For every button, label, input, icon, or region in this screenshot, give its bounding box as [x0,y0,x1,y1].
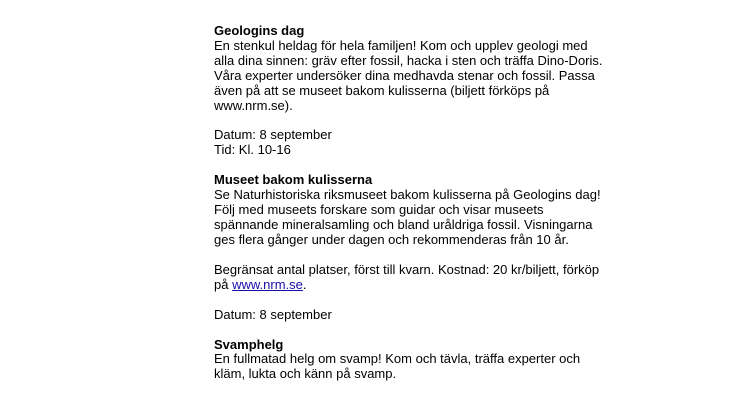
document-page [214,24,684,382]
event-description-line: Se Naturhistoriska riksmuseet bakom kulisserna på Geologins dag! [214,187,601,203]
booking-info-link-line [214,278,684,293]
event-svamphelg [214,338,684,383]
event-description-line: alla dina sinnen: gräv efter fossil, hacka i sten och träffa Dino-Doris. [214,52,603,68]
event-description-line: ges flera gånger under dagen och rekommenderas från 10 år. [214,231,569,247]
event-description-line: En fullmatad helg om svamp! Kom och tävla, träffa experter och [214,351,581,367]
paragraph-gap [214,158,684,173]
event-date: Datum: 8 september [214,306,332,322]
paragraph-gap [214,323,684,338]
event-description-line: spännande mineralsamling och bland uråldriga fossil. Visningarna [214,216,593,232]
paragraph-gap [214,248,684,263]
event-geologins-dag [214,24,684,158]
event-description-line: även på att se museet bakom kulisserna (biljett förköps på [214,82,550,98]
event-date: Datum: 8 september [214,127,332,143]
event-description-line: kläm, lukta och känn på svamp. [214,366,397,382]
event-museet-bakom-kulisserna [214,173,684,322]
nrm-website-link[interactable]: www.nrm.se [232,276,303,292]
event-description-line: En stenkul heldag för hela familjen! Kom och upplev geologi med [214,37,588,53]
event-title: Museet bakom kulisserna [214,172,373,188]
event-description-line: www.nrm.se). [214,97,293,113]
event-description-line: Våra experter undersöker dina medhavda stenar och fossil. Passa [214,67,595,83]
event-time: Tid: Kl. 10-16 [214,142,291,158]
booking-info: Begränsat antal platser, först till kvarn. Kostnad: 20 kr/biljett, förköp [214,261,600,277]
paragraph-gap [214,293,684,308]
booking-prefix: på [214,276,233,292]
booking-suffix: . [302,276,307,292]
event-title: Svamphelg [214,336,284,352]
event-description-line: Följ med museets forskare som guidar och visar museets [214,202,544,218]
event-title: Geologins dag [214,23,305,38]
paragraph-gap [214,113,684,128]
